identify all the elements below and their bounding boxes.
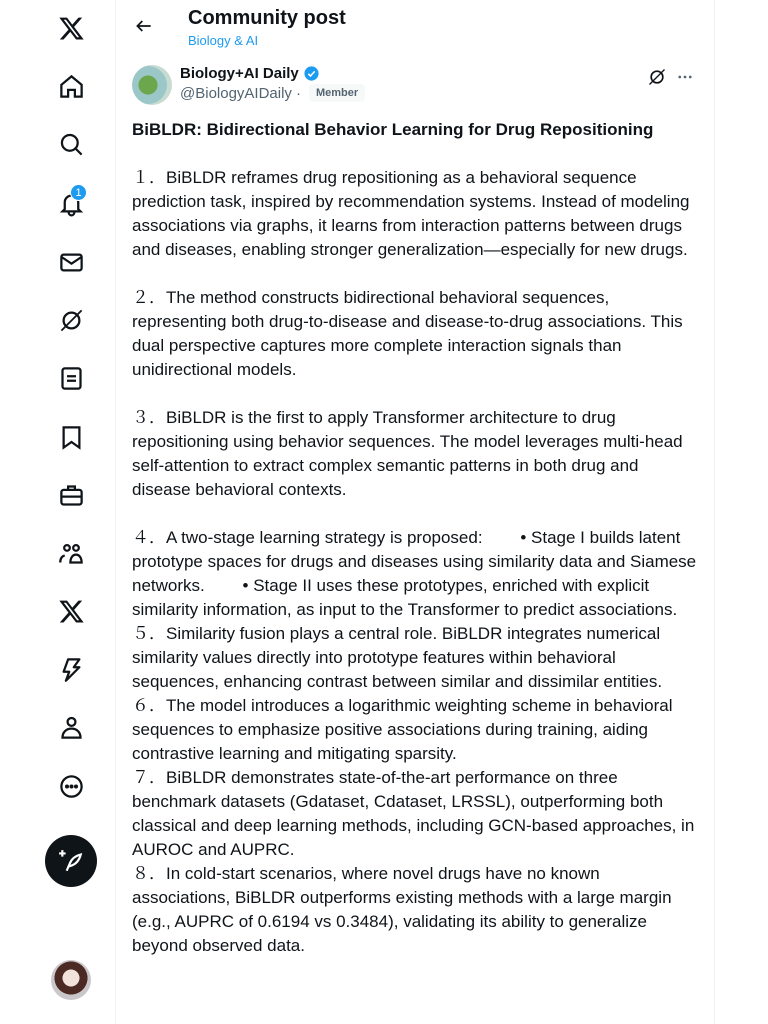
lightning-icon — [58, 656, 85, 683]
search-icon — [58, 131, 85, 158]
sidebar-item-lists[interactable] — [47, 354, 95, 402]
post-more-button[interactable] — [672, 64, 698, 90]
compose-feather-icon — [58, 848, 84, 874]
author-display-name[interactable]: Biology+AI Daily — [180, 65, 299, 82]
main-column — [115, 0, 715, 1024]
sidebar-item-messages[interactable] — [47, 238, 95, 286]
grok-icon — [58, 307, 85, 334]
account-avatar[interactable] — [51, 960, 91, 1000]
verified-badge-icon — [303, 65, 320, 82]
mail-icon — [58, 249, 85, 276]
sidebar-item-communities[interactable] — [47, 529, 95, 577]
author-handle[interactable]: @BiologyAIDaily — [180, 84, 292, 102]
person-icon — [58, 714, 85, 741]
x-premium-icon — [58, 598, 85, 625]
community-link[interactable]: Biology & AI — [188, 33, 259, 48]
sidebar-item-premium[interactable] — [47, 587, 95, 635]
sidebar-item-grok[interactable] — [47, 296, 95, 344]
post-paragraph: ４．A two-stage learning strategy is proposed: • Stage I builds latent prototype spaces for drugs and diseases using similarity data and Siamese networks. • Stage II uses these prototypes, enriched with explicit similarity information, as input to the Transformer to predict associations. — [132, 528, 701, 619]
post-title: BiBLDR: Bidirectional Behavior Learning for Drug Repositioning — [132, 120, 654, 139]
post-author-row — [116, 56, 714, 108]
sidebar-nav — [0, 0, 116, 1024]
sidebar-item-profile[interactable] — [47, 703, 95, 751]
list-icon — [58, 365, 85, 392]
post-button[interactable] — [45, 835, 97, 887]
arrow-left-icon — [134, 16, 154, 36]
sidebar-item-notifications[interactable] — [47, 179, 95, 227]
x-logo-link[interactable] — [47, 4, 95, 52]
notification-badge: 1 — [70, 184, 87, 201]
post-body — [116, 108, 714, 958]
sidebar-item-bookmarks[interactable] — [47, 413, 95, 461]
member-badge: Member — [309, 84, 365, 102]
page-header — [116, 0, 714, 56]
sidebar-item-home[interactable] — [47, 62, 95, 110]
page-title: Community post — [188, 7, 346, 29]
more-horizontal-icon — [676, 68, 694, 86]
post-paragraph: １．BiBLDR reframes drug repositioning as a behavioral sequence prediction task, inspired by recommendation systems. Instead of modeling associations via graphs, it learns from interaction patterns between drugs and diseases, enabling stronger generalization—especially for new drugs. — [132, 168, 695, 259]
post-paragraph: ６．The model introduces a logarithmic weighting scheme in behavioral sequences to emphasize positive associations during training, aiding contrastive learning and mitigating sparsity. — [132, 696, 678, 763]
sidebar-item-more[interactable] — [47, 762, 95, 810]
separator-dot: · — [295, 84, 301, 102]
sidebar-item-verified-orgs[interactable] — [47, 645, 95, 693]
briefcase-icon — [58, 482, 85, 509]
post-paragraph: ５．Similarity fusion plays a central role. BiBLDR integrates numerical similarity values directly into prototype features within behavioral sequences, enhancing contrast between similar and dissimilar entities. — [132, 624, 665, 691]
post-paragraph: ２．The method constructs bidirectional behavioral sequences, representing both drug-to-disease and disease-to-drug associations. This dual perspective captures more complete interaction signals than unidirectional models. — [132, 288, 688, 379]
post-paragraph: ８．In cold-start scenarios, where novel drugs have no known associations, BiBLDR outperforms existing methods with a large margin (e.g., AUPRC of 0.6194 vs 0.3484), validating its ability to generalize beyond observed data. — [132, 864, 677, 955]
more-circle-icon — [58, 773, 85, 800]
back-button[interactable] — [128, 10, 160, 42]
post-paragraph: ７．BiBLDR demonstrates state-of-the-art performance on three benchmark datasets (Gdataset, Cdataset, LRSSL), outperforming both classical and deep learning methods, including GCN-based approaches, in AUROC and AUPRC. — [132, 768, 699, 859]
sidebar-item-explore[interactable] — [47, 120, 95, 168]
home-icon — [58, 73, 85, 100]
grok-icon — [647, 67, 667, 87]
grok-explain-button[interactable] — [644, 64, 670, 90]
communities-icon — [58, 540, 85, 567]
x-logo-icon — [58, 15, 85, 42]
author-avatar[interactable] — [132, 65, 172, 105]
bookmark-icon — [58, 424, 85, 451]
post-paragraph: ３．BiBLDR is the first to apply Transformer architecture to drug repositioning using behavior sequences. The model leverages multi-head self-attention to extract complex semantic patterns in both drug and disease behavioral contexts. — [132, 408, 688, 499]
sidebar-item-jobs[interactable] — [47, 471, 95, 519]
